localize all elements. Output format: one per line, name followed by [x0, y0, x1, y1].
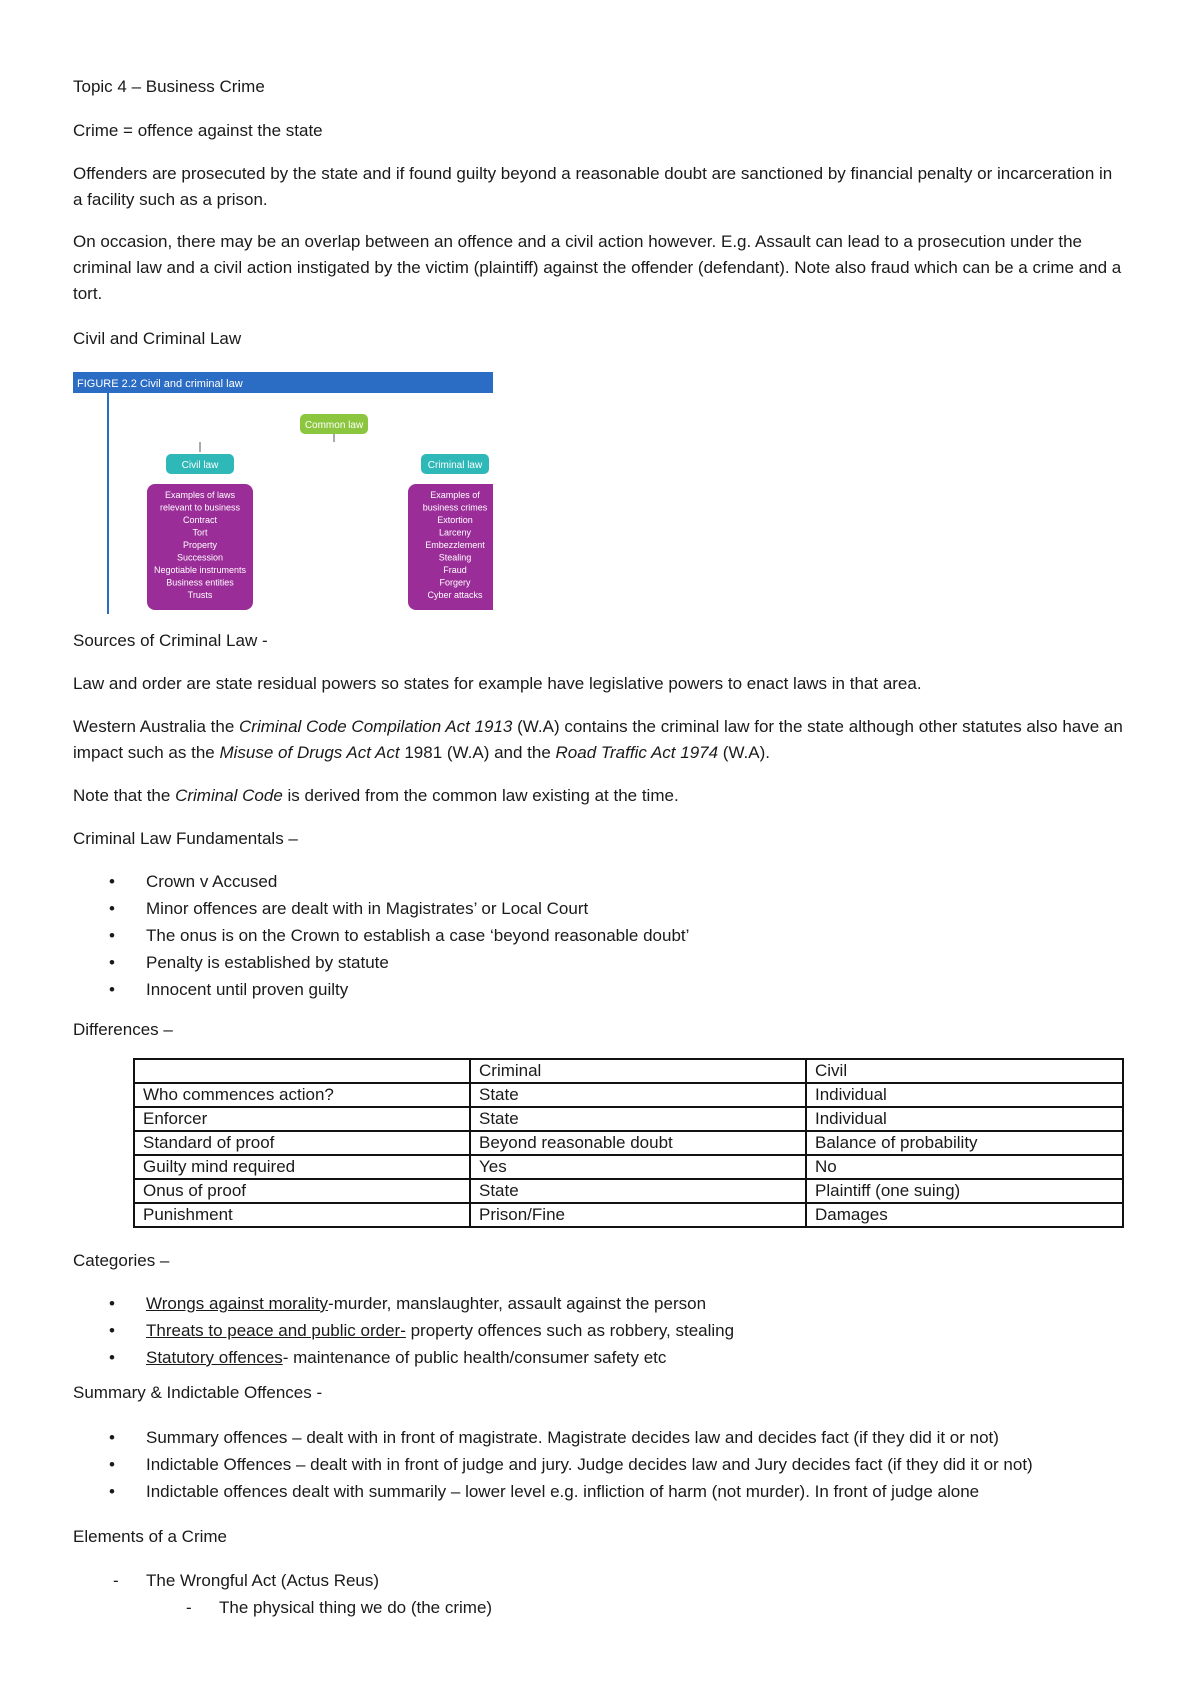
criminal-example-line: Extortion — [437, 515, 473, 525]
note-text-2: is derived from the common law existing at the time. — [282, 786, 679, 805]
paragraph-offenders: Offenders are prosecuted by the state and if found guilty beyond a reasonable doubt are sanctioned by financial penalty or incarceration in a facility such as a prison. — [73, 164, 1113, 209]
wa-act-1: Criminal Code Compilation Act 1913 — [239, 717, 513, 736]
common-law-label: Common law — [304, 420, 364, 431]
table-row: Guilty mind required Yes No — [134, 1155, 1123, 1179]
bullet-icon: • — [109, 1348, 115, 1367]
list-item: - The physical thing we do (the crime) — [73, 1594, 1133, 1621]
bullet-icon: • — [109, 1321, 115, 1340]
civil-example-line: Contract — [182, 515, 218, 525]
paragraph-residual-powers: Law and order are state residual powers so states for example have legislative powers to enact laws in that area. — [73, 674, 922, 693]
bullet-icon: • — [109, 1294, 115, 1313]
list-item: • Statutory offences- maintenance of public health/consumer safety etc — [73, 1344, 1133, 1371]
categories-list — [73, 1290, 1133, 1371]
elements-list — [73, 1567, 1133, 1621]
fundamentals-list — [73, 868, 1133, 1003]
civil-criminal-figure — [73, 372, 493, 614]
civil-example-line: Business entities — [166, 577, 234, 588]
criminal-example-line: business crimes — [422, 502, 488, 513]
table-row: Onus of proof State Plaintiff (one suing) — [134, 1179, 1123, 1203]
list-item: • Threats to peace and public order- property offences such as robbery, stealing — [73, 1317, 1133, 1344]
civil-example-line: Tort — [192, 527, 208, 538]
table-header-cell — [134, 1059, 470, 1083]
civil-example-line: Examples of laws — [164, 490, 236, 500]
paragraph-western-australia — [73, 714, 1123, 766]
heading-elements: Elements of a Crime — [73, 1527, 227, 1546]
paragraph-overlap: On occasion, there may be an overlap between an offence and a civil action however. E.g. Assault can lead to a prosecution under the criminal law and a civil action instigated by the victim (plaintiff) against the offender (defendant). Note also fraud which can be a crime and a tort. — [73, 232, 1122, 303]
heading-fundamentals: Criminal Law Fundamentals – — [73, 829, 298, 848]
wa-text-4: (W.A). — [718, 743, 771, 762]
heading-categories: Categories – — [73, 1251, 170, 1270]
dash-icon: - — [113, 1571, 119, 1590]
bullet-icon: • — [109, 872, 115, 891]
paragraph-criminal-code-note — [73, 783, 1123, 809]
list-item: • Indictable offences dealt with summarily – lower level e.g. infliction of harm (not murder). In front of judge alone — [73, 1478, 1133, 1505]
table-header-cell: Civil — [806, 1059, 1123, 1083]
heading-summary-indictable: Summary & Indictable Offences - — [73, 1383, 323, 1402]
criminal-example-line: Cyber attacks — [427, 590, 483, 600]
wa-text-1: Western Australia the — [73, 717, 239, 736]
wa-act-2: Misuse of Drugs Act Act — [219, 743, 400, 762]
note-text-1: Note that the — [73, 786, 176, 805]
table-row: Punishment Prison/Fine Damages — [134, 1203, 1123, 1227]
bullet-icon: • — [109, 953, 115, 972]
note-italic: Criminal Code — [175, 786, 283, 805]
criminal-example-line: Fraud — [443, 565, 467, 575]
heading-differences: Differences – — [73, 1020, 173, 1039]
civil-example-line: Succession — [176, 552, 224, 563]
list-item: • Innocent until proven guilty — [73, 976, 1133, 1003]
bullet-icon: • — [109, 899, 115, 918]
civil-example-line: Property — [182, 540, 218, 550]
wa-act-3: Road Traffic Act 1974 — [555, 743, 719, 762]
heading-sources: Sources of Criminal Law - — [73, 631, 268, 650]
list-item: • Summary offences – dealt with in front of magistrate. Magistrate decides law and decides fact (if they did it or not) — [73, 1424, 1133, 1451]
criminal-example-line: Embezzlement — [425, 540, 485, 550]
criminal-example-line: Forgery — [439, 577, 471, 588]
civil-example-line: relevant to business — [159, 502, 241, 513]
table-row: Enforcer State Individual — [134, 1107, 1123, 1131]
differences-table — [133, 1058, 1124, 1228]
criminal-example-line: Larceny — [438, 527, 472, 538]
heading-civil-criminal: Civil and Criminal Law — [73, 329, 242, 348]
list-item: • Indictable Offences – dealt with in front of judge and jury. Judge decides law and Jury decides fact (if they did it or not) — [73, 1451, 1133, 1478]
list-item: • Minor offences are dealt with in Magistrates’ or Local Court — [73, 895, 1133, 922]
dash-icon: - — [186, 1598, 192, 1617]
figure-header-text: FIGURE 2.2 Civil and criminal law — [77, 378, 243, 390]
criminal-law-label: Criminal law — [427, 460, 483, 471]
criminal-example-line: Examples of — [430, 490, 480, 500]
table-row: Who commences action? State Individual — [134, 1083, 1123, 1107]
civil-example-line: Negotiable instruments — [153, 565, 247, 575]
wa-text-3: 1981 (W.A) and the — [399, 743, 556, 762]
bullet-icon: • — [109, 980, 115, 999]
list-item: • Wrongs against morality-murder, manslaughter, assault against the person — [73, 1290, 1133, 1317]
table-row: Standard of proof Beyond reasonable doubt Balance of probability — [134, 1131, 1123, 1155]
list-item: • Penalty is established by statute — [73, 949, 1133, 976]
bullet-icon: • — [109, 1482, 115, 1501]
table-header-cell: Criminal — [470, 1059, 806, 1083]
bullet-icon: • — [109, 1455, 115, 1474]
table-header-row — [134, 1059, 1123, 1083]
list-item: • Crown v Accused — [73, 868, 1133, 895]
civil-law-label: Civil law — [181, 460, 219, 471]
list-item: • The onus is on the Crown to establish a case ‘beyond reasonable doubt’ — [73, 922, 1133, 949]
civil-example-line: Trusts — [187, 590, 213, 600]
wa-text-2: (W.A) contains the criminal law for the state although other statutes also have an impact such as the — [73, 717, 1123, 762]
summary-list — [73, 1424, 1133, 1505]
page-title: Topic 4 – Business Crime — [73, 77, 265, 96]
bullet-icon: • — [109, 926, 115, 945]
criminal-example-line: Stealing — [438, 552, 472, 563]
list-item: - The Wrongful Act (Actus Reus) — [73, 1567, 1133, 1594]
bullet-icon: • — [109, 1428, 115, 1447]
crime-definition: Crime = offence against the state — [73, 121, 323, 140]
